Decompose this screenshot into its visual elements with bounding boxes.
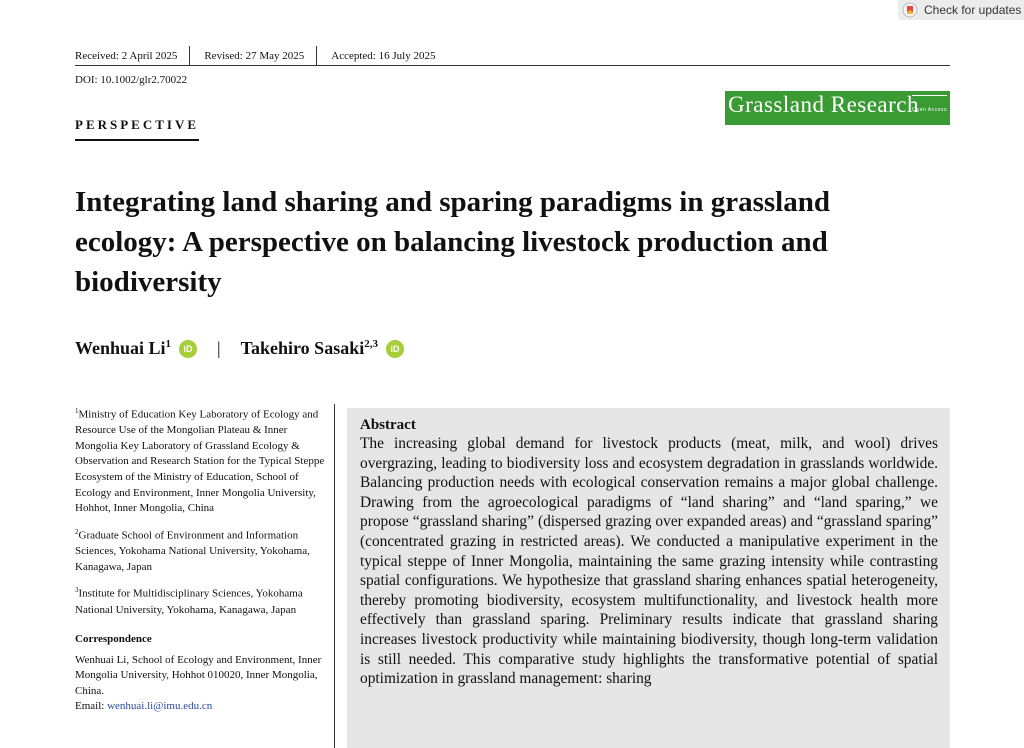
author-list [75, 338, 404, 359]
affiliations-column [75, 404, 327, 715]
email-link[interactable]: wenhuai.li@imu.edu.cn [107, 700, 213, 713]
article-type: PERSPECTIVE [75, 117, 199, 141]
affiliation: $^2$Graduate School of Environment and Information Sciences, Yokohama National University, Yokohama, Kanagawa, Japan [75, 527, 310, 573]
date-divider [316, 46, 317, 66]
article-dates [75, 46, 950, 66]
correspondence-heading: Correspondence [75, 633, 152, 646]
received-date: Received: 2 April 2025 [75, 49, 178, 62]
date-divider [189, 46, 190, 66]
column-divider [334, 404, 335, 748]
correspondence-text: Wenhuai Li, School of Ecology and Environment, Inner Mongolia University, Hohhot 010020, Inner Mongolia, China. Email: wenhuai.li@imu.edu.cn [75, 653, 322, 713]
check-updates-label: Check for updates [924, 3, 1022, 17]
author-separator: | [217, 338, 221, 358]
affiliation: $^3$Institute for Multidisciplinary Sciences, Yokohama National University, Yokohama, Kanagawa, Japan [75, 586, 303, 616]
accepted-date: Accepted: 16 July 2025 [331, 49, 436, 62]
orcid-icon[interactable]: iD [386, 340, 404, 358]
doi-link[interactable]: DOI: 10.1002/glr2.70022 [75, 74, 188, 86]
abstract-heading: Abstract [360, 417, 416, 433]
orcid-icon[interactable]: iD [179, 340, 197, 358]
check-updates-icon [902, 2, 918, 18]
abstract-text: The increasing global demand for livestock products (meat, milk, and wool) drives overgrazing, leading to biodiversity loss and ecosystem degradation in grasslands worldwide. Balancing production needs with ecological conservation remains a major global challenge. Drawing from the agroecological paradigms of “land sharing” and “land sparing,” we propose “grassland sharing” (dispersed grazing over expanded areas) and “grassland sparing” (concentrated grazing in restricted areas). We conducted a manipulative experiment in the typical steppe of Inner Mongolia, maintaining the same grazing intensity while contrasting spatial configurations. We hypothesize that grassland sharing enhances spatial heterogeneity, thereby promoting biodiversity, ecosystem multifunctionality, and livestock health more effectively than grassland sparing. Preliminary results indicate that grassland sharing increases livestock productivity while maintaining biodiversity, though long-term validation is still needed. This comparative study highlights the transformative potential of spatial optimization in grassland management: sharing [360, 435, 938, 688]
journal-logo[interactable] [725, 91, 950, 125]
check-for-updates-button[interactable] [898, 0, 1024, 20]
author[interactable]: Takehiro Sasaki$^{2,3}$ [240, 338, 378, 358]
revised-date: Revised: 27 May 2025 [204, 49, 305, 62]
article-title: Integrating land sharing and sparing paradigms in grassland ecology: A perspective on balancing livestock production and biodiversity [75, 186, 830, 298]
doi [75, 74, 187, 86]
journal-name: Grassland Research [728, 92, 920, 117]
open-access-tag: Open Access [912, 95, 947, 124]
abstract-box [347, 408, 950, 748]
affiliation: $^1$Ministry of Education Key Laboratory of Ecology and Resource Use of the Mongolian Plateau & Inner Mongolia Key Laboratory of Grassland Ecology & Observation and Research Station for the Typical Steppe Ecosystem of the Ministry of Education, School of Ecology and Environment, Inner Mongolia University, Hohhot, Inner Mongolia, China [75, 407, 325, 515]
author[interactable]: Wenhuai Li$^1$ [75, 338, 172, 358]
